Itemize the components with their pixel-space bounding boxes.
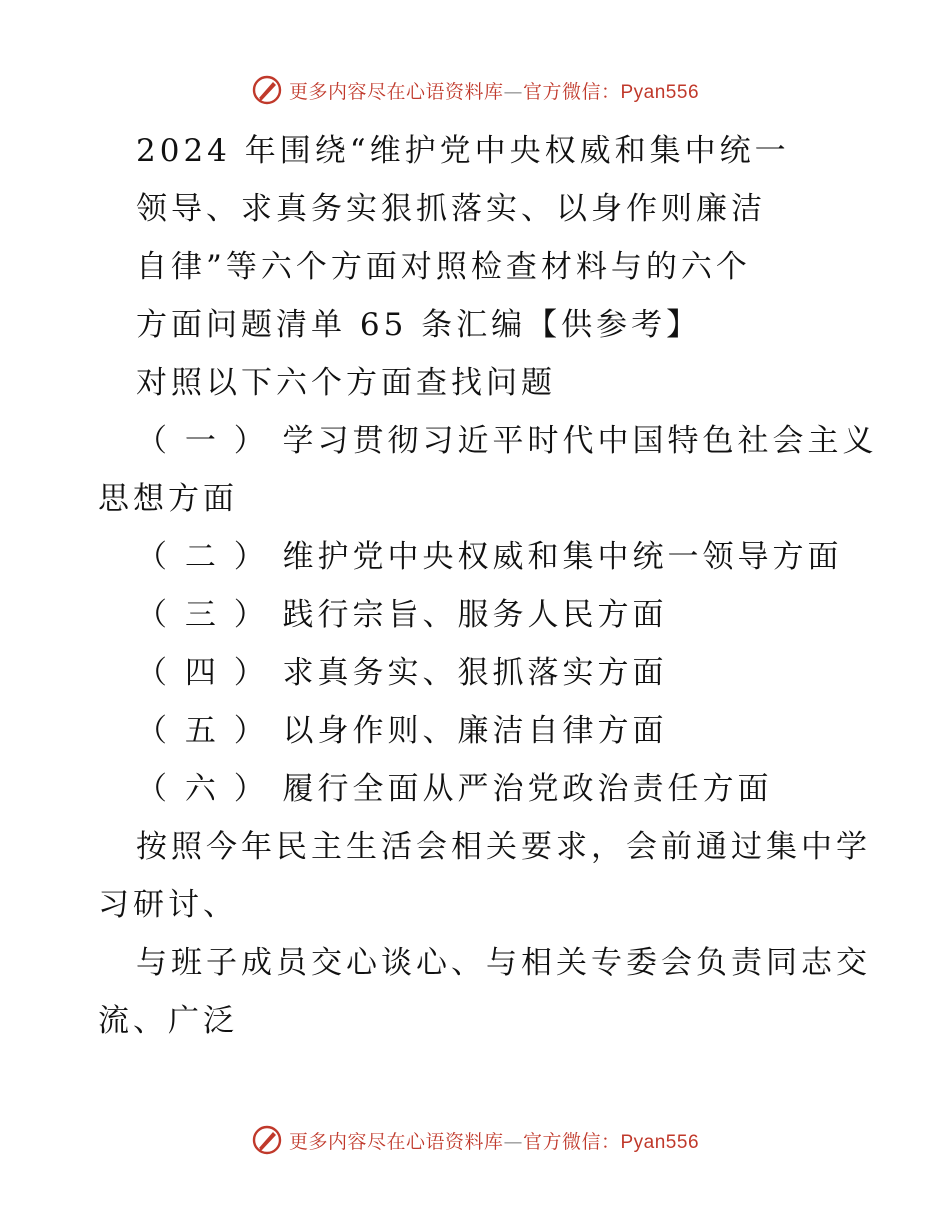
title-line-3: 自律”等六个方面对照检查材料与的六个 xyxy=(136,249,751,285)
footer-watermark xyxy=(0,1120,950,1160)
watermark-text: 更多内容尽在心语资料库—官方微信：Pyan556 xyxy=(288,80,700,103)
title-line-1: 2024 年围绕“维护党中央权威和集中统一 xyxy=(136,133,790,169)
aspect-6: （ 六 ） 履行全面从严治党政治责任方面 xyxy=(136,771,773,807)
watermark-text: 更多内容尽在心语资料库—官方微信：Pyan556 xyxy=(288,1130,700,1153)
aspect-5: （ 五 ） 以身作则、廉洁自律方面 xyxy=(136,713,668,749)
intro-line: 对照以下六个方面查找问题 xyxy=(136,365,556,401)
aspect-4: （ 四 ） 求真务实、狠抓落实方面 xyxy=(136,655,668,691)
title-line-4: 方面问题清单 65 条汇编【供参考】 xyxy=(136,307,702,343)
aspect-3: （ 三 ） 践行宗旨、服务人民方面 xyxy=(136,597,668,633)
paragraph-1-line-2: 习研讨、 xyxy=(98,887,238,923)
header-watermark xyxy=(0,70,950,110)
document-body xyxy=(98,122,878,1050)
aspect-2: （ 二 ） 维护党中央权威和集中统一领导方面 xyxy=(136,539,843,575)
aspect-1-line-1: （ 一 ） 学习贯彻习近平时代中国特色社会主义 xyxy=(136,423,878,459)
aspect-1-line-2: 思想方面 xyxy=(98,481,238,517)
quill-pen-logo-icon xyxy=(251,74,283,106)
title-line-2: 领导、求真务实狠抓落实、以身作则廉洁 xyxy=(136,191,766,227)
paragraph-2-line-1: 与班子成员交心谈心、与相关专委会负责同志交 xyxy=(136,945,871,981)
paragraph-1-line-1: 按照今年民主生活会相关要求，会前通过集中学 xyxy=(136,829,871,865)
paragraph-2-line-2: 流、广泛 xyxy=(98,1003,238,1039)
quill-pen-logo-icon xyxy=(251,1124,283,1156)
